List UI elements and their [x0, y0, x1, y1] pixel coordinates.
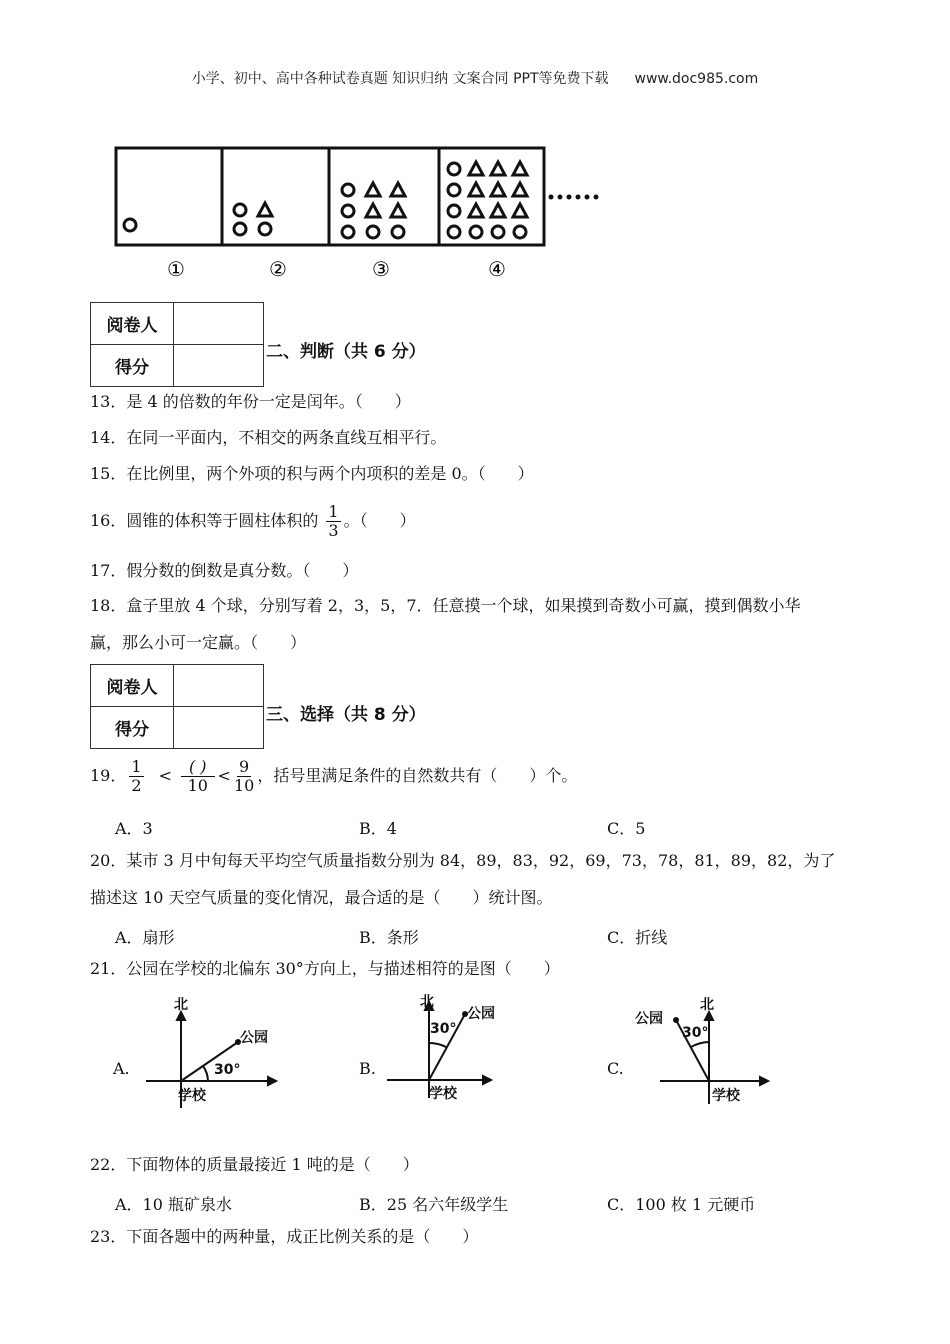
fraction-denominator: 10 — [187, 775, 208, 795]
fraction-numerator: 9 — [239, 756, 250, 776]
question-23: 23．下面各题中的两种量，成正比例关系的是（ ） — [90, 1227, 479, 1246]
q22-option-a[interactable]: A．10 瓶矿泉水 — [115, 1195, 233, 1214]
score-label: 得分 — [91, 707, 174, 749]
pattern-label-2: ② — [269, 257, 287, 281]
section-title-choice: 三、选择（共 8 分） — [266, 705, 426, 725]
question-18-line-1: 18．盒子里放 4 个球，分别写着 2，3，5，7．任意摸一个球，如果摸到奇数小可赢，摸到偶数小华 — [90, 596, 801, 615]
section-title-judgement: 二、判断（共 6 分） — [266, 342, 426, 362]
q20-option-b[interactable]: B．条形 — [359, 928, 419, 947]
fraction-nine-tenths — [234, 758, 254, 795]
question-19 — [90, 756, 577, 796]
question-20-line-1: 20．某市 3 月中旬每天平均空气质量指数分别为 84，89，83，92，69，73，78，81，89，82，为了 — [90, 851, 836, 870]
fraction-numerator: ( ) — [181, 758, 215, 777]
q22-option-c[interactable]: C．100 枚 1 元硬币 — [607, 1195, 756, 1214]
grading-box-section-3 — [90, 664, 264, 749]
school-label: 学校 — [429, 1086, 457, 1102]
question-18-line-2: 赢，那么小可一定赢。（ ） — [90, 633, 307, 652]
less-than-sign: < — [217, 766, 231, 785]
school-label: 学校 — [712, 1088, 740, 1104]
q20-option-a[interactable]: A．扇形 — [115, 928, 175, 947]
grader-label: 阅卷人 — [91, 303, 174, 345]
park-label: 公园 — [467, 1006, 495, 1022]
fraction-denominator: 10 — [233, 775, 255, 795]
angle-label: 30° — [682, 1025, 709, 1041]
fraction-blank-tenths — [181, 758, 215, 795]
park-label: 公园 — [240, 1030, 268, 1046]
pattern-label-3: ③ — [372, 257, 390, 281]
less-than-sign: < — [158, 766, 172, 785]
question-19-number: 19． — [90, 766, 127, 785]
q21-option-c[interactable]: C. — [607, 1059, 624, 1078]
header-url: www.doc985.com — [634, 71, 759, 87]
angle-label: 30° — [214, 1062, 241, 1078]
pattern-label-1: ① — [167, 257, 185, 281]
pattern-figure — [110, 140, 620, 285]
question-14: 14．在同一平面内，不相交的两条直线互相平行。 — [90, 428, 447, 447]
question-16-suffix: 。（ ） — [343, 511, 416, 530]
score-label: 得分 — [91, 345, 174, 387]
header-text: 小学、初中、高中各种试卷真题 知识归纳 文案合同 PPT等免费下载 — [191, 71, 609, 87]
park-label: 公园 — [635, 1011, 663, 1027]
direction-diagram-a — [140, 992, 280, 1112]
question-17: 17．假分数的倒数是真分数。（ ） — [90, 561, 359, 580]
q22-option-b[interactable]: B．25 名六年级学生 — [359, 1195, 509, 1214]
grader-field[interactable] — [174, 665, 264, 707]
pattern-panel-4 — [448, 162, 527, 238]
fraction-numerator: 1 — [328, 501, 339, 521]
grading-box-section-2 — [90, 302, 264, 387]
pattern-panel-3 — [342, 183, 405, 238]
pattern-ellipsis-dots — [549, 195, 599, 200]
question-13: 13．是 4 的倍数的年份一定是闰年。（ ） — [90, 392, 411, 411]
question-15: 15．在比例里，两个外项的积与两个内项积的差是 0。（ ） — [90, 464, 534, 483]
question-21: 21．公园在学校的北偏东 30°方向上，与描述相符的是图（ ） — [90, 959, 560, 978]
q21-option-a[interactable]: A. — [113, 1059, 130, 1078]
north-label: 北 — [420, 994, 434, 1010]
north-label: 北 — [700, 997, 714, 1013]
score-field[interactable] — [174, 707, 264, 749]
grader-label: 阅卷人 — [91, 665, 174, 707]
question-16-prefix: 16．圆锥的体积等于圆柱体积的 — [90, 511, 319, 530]
question-20-line-2: 描述这 10 天空气质量的变化情况，最合适的是（ ）统计图。 — [90, 888, 553, 907]
direction-diagram-b — [383, 988, 523, 1108]
north-label: 北 — [174, 997, 188, 1013]
angle-label: 30° — [430, 1021, 457, 1037]
grader-field[interactable] — [174, 303, 264, 345]
fraction-one-half — [129, 758, 143, 795]
school-label: 学校 — [178, 1088, 206, 1104]
q21-option-b[interactable]: B. — [359, 1059, 376, 1078]
page-header — [0, 68, 950, 88]
score-field[interactable] — [174, 345, 264, 387]
q19-option-c[interactable]: C．5 — [607, 819, 646, 838]
q19-option-b[interactable]: B．4 — [359, 819, 397, 838]
fraction-numerator: 1 — [131, 756, 142, 776]
pattern-label-4: ④ — [488, 257, 506, 281]
pattern-panel-2 — [234, 203, 272, 235]
question-19-suffix: ，括号里满足条件的自然数共有（ ）个。 — [257, 766, 578, 785]
fraction-denominator: 3 — [328, 520, 339, 540]
pattern-panel-1 — [124, 219, 136, 231]
q20-option-c[interactable]: C．折线 — [607, 928, 668, 947]
question-22: 22．下面物体的质量最接近 1 吨的是（ ） — [90, 1155, 419, 1174]
q19-option-a[interactable]: A．3 — [115, 819, 153, 838]
fraction-denominator: 2 — [131, 775, 142, 795]
direction-diagram-c — [632, 992, 772, 1112]
question-16 — [90, 502, 416, 540]
fraction-one-third — [326, 503, 340, 540]
